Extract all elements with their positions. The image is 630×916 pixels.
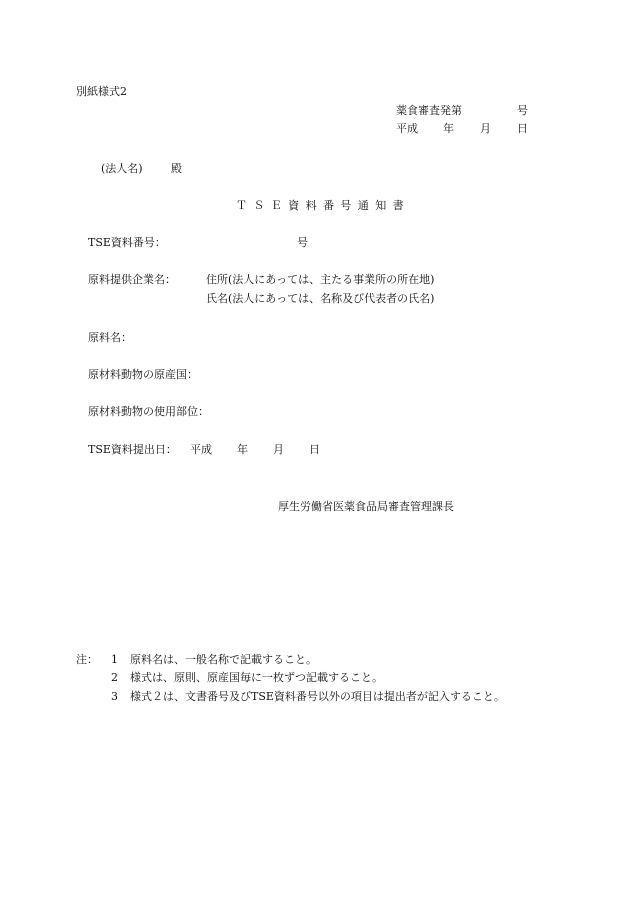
submission-date-day: 日 [309,443,320,456]
body-part-label: 原材料動物の使用部位： [88,405,209,418]
note-number: 2 [111,671,118,684]
doc-number-prefix: 薬食審査発第 [396,104,462,117]
addressee-honorific: 殿 [171,162,182,175]
document-title: ＴＳＥ資料番号通知書 [236,199,410,212]
note-text: 様式は、原則、原産国毎に一枚ずつ記載すること。 [130,671,383,684]
submission-date-year: 年 [237,443,248,456]
material-name-label: 原料名： [88,331,132,344]
note-text: 様式２は、文書番号及びTSE資料番号以外の項目は提出者が記入すること。 [130,690,505,703]
note-number: 1 [111,653,118,666]
note-number: 3 [111,690,118,703]
supplier-name: 氏名(法人にあっては、名称及び代表者の氏名) [206,292,435,305]
doc-number-suffix: 号 [517,104,528,117]
notes-label: 注： [76,653,98,666]
header-date-year: 年 [443,122,454,135]
header-date-day: 日 [517,122,528,135]
addressee-corporate-name: (法人名) [101,162,143,175]
note-text: 原料名は、一般名称で記載すること。 [130,653,317,666]
tse-number-suffix: 号 [297,236,308,249]
form-label: 別紙様式2 [76,85,127,98]
issuer: 厚生労働省医薬食品局審査管理課長 [278,500,454,513]
header-date-month: 月 [480,122,491,135]
submission-date-label: TSE資料提出日： [88,443,177,456]
origin-country-label: 原材料動物の原産国： [88,368,198,381]
submission-date-era: 平成 [190,443,212,456]
submission-date-month: 月 [273,443,284,456]
tse-number-label: TSE資料番号： [88,236,166,249]
supplier-label: 原料提供企業名： [88,273,176,286]
header-date-era: 平成 [396,122,418,135]
supplier-address: 住所(法人にあっては、主たる事業所の所在地) [206,273,435,286]
